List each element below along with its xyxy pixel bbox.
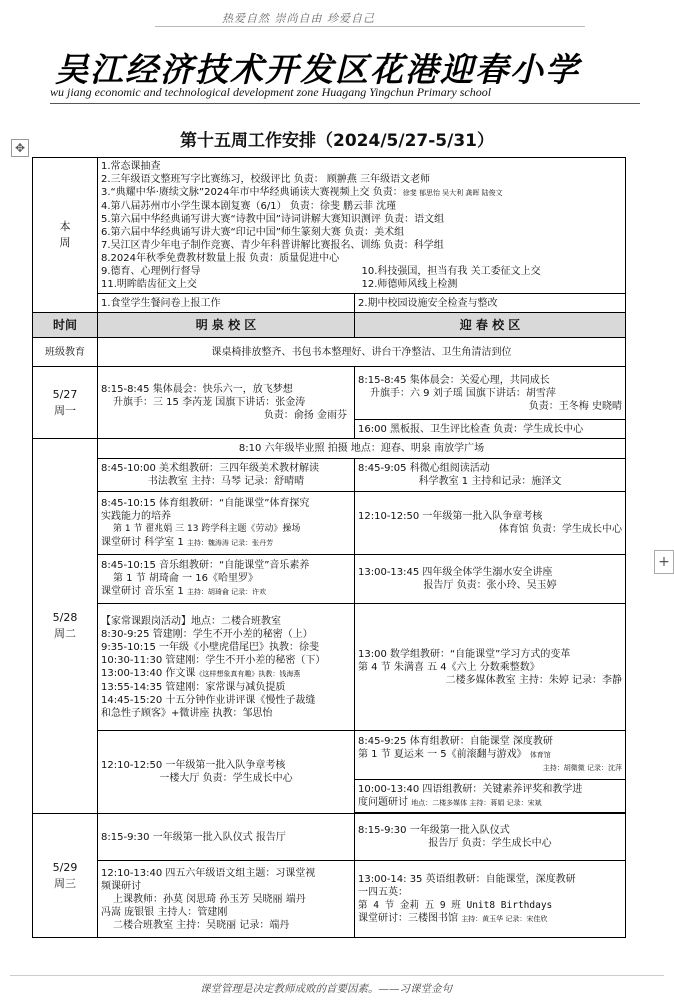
schedule-cell: 8:45-10:00 美术组教研：三四年级美术教材解读 书法教室 主持：马琴 记录：舒晴晴 <box>98 459 355 492</box>
add-column-button[interactable]: + <box>654 550 674 574</box>
schedule-cell: 【家常课跟岗活动】地点：二楼合班教室 8:30-9:25 管建刚：学生不开小差的秘密（上） 9:35-10:15 一年级《小壁虎借尾巴》执教：徐斐 10:30-11:30 管建刚：学生不开小差的秘密（下） 13:00-13:40 作文课《这样想象真有趣》执教：钱海燕 13:55-14:35 管建刚：家常课与减负提质 14:45-15:20 十五分钟作业讲评课《慢性子裁缝 和急性子顾客》+微讲座 执教：邹思怡 <box>98 604 355 731</box>
week-item: 7.吴江区青少年电子制作竞赛、青少年科普讲解比赛报名、训练 负责：科学组 <box>101 240 444 251</box>
schedule-cell: 8:15-8:45 集体晨会：关爱心理，共同成长 升旗手：六 9 刘子瑶 国旗下讲话：胡雪萍 负责：王冬梅 史晓晴 <box>355 367 626 420</box>
header-bar <box>0 0 674 36</box>
schedule-cell: 8:15-8:45 集体晨会：快乐六一，放飞梦想 升旗手：三 15 李芮茏 国旗下讲话：张金涛 负责：俞扬 金雨芬 <box>98 367 355 439</box>
schedule-row <box>33 604 626 731</box>
week-item: 6.第六届中华经典诵写讲大赛“印记中国”师生篆刻大赛 负责：美术组 <box>101 227 405 238</box>
day-row-528 <box>33 439 626 459</box>
schedule-table <box>32 157 626 938</box>
week-item: 3.“典耀中华·赓续文脉”2024年市中华经典诵读大赛视频上交 负责：徐斐 郁思怡 吴大利 龚晖 陆俊文 <box>101 187 503 198</box>
schedule-cell: 16:00 黑板报、卫生评比检查 负责：学生成长中心 <box>355 420 626 439</box>
schedule-cell: 8:15-9:30 一年级第一批入队仪式 报告厅 <box>98 814 355 861</box>
schedule-cell: 8:45-9:25 体育组教研：自能课堂 深度教研 第 1 节 夏运来 一 5《前滚翻与游戏》 体育馆 主持：胡微微 记录：沈萍 <box>355 731 626 780</box>
week-items <box>98 158 626 294</box>
schedule-cell: 12:10-13:40 四五六年级语文组主题：习课堂视 频课研讨 上课教师：孙莫 闵思琦 孙玉芳 吴晓丽 端丹 冯嵩 庞银银 主持人：管建刚 二楼合班教室 主持：吴晓丽 记录：端丹 <box>98 861 355 938</box>
week-extra-right: 2.期中校园设施安全检查与整改 <box>355 294 626 313</box>
schedule-cell: 13:00 数学组教研：“自能课堂”学习方式的变革 第 4 节 朱满喜 五 4《六上 分数乘整数》 二楼多媒体教室 主持：朱婷 记录：李静 <box>355 604 626 731</box>
week-item: 4.第八届苏州市小学生课本剧复赛（6/1） 负责：徐斐 鹏云菲 沈瑾 <box>101 201 397 212</box>
week-item-pair: 9.德育、心理例行督导 10.科技强国，担当有我 关工委征文上交 <box>101 266 541 277</box>
week-item: 8.2024年秋季免费教材数量上报 负责：质量促进中心 <box>101 253 340 264</box>
schedule-row <box>33 555 626 604</box>
week-extra-left: 1.食堂学生餐问卷上报工作 <box>98 294 355 313</box>
column-header-row <box>33 313 626 338</box>
date-cell: 5/29 周三 <box>33 814 98 938</box>
col-header-yingchun: 迎 春 校 区 <box>355 313 626 338</box>
schedule-cell: 13:00-13:45 四年级全体学生溺水安全讲座 报告厅 负责：张小玲、吴玉婷 <box>355 555 626 604</box>
school-motto: 热爱自然 崇尚自由 珍爱自己 <box>222 12 375 25</box>
col-header-mingquan: 明 泉 校 区 <box>98 313 355 338</box>
week-item-pair: 11.明眸皓齿征文上交 12.师德师风线上检测 <box>101 279 458 290</box>
header-divider <box>50 103 640 104</box>
schedule-row <box>33 459 626 492</box>
school-name-english: wu jiang economic and technological development zone Huagang Yingchun Primary school <box>50 85 492 99</box>
footer-quote: 课堂管理是决定教师成败的首要因素。——习课堂金句 <box>200 983 452 995</box>
schedule-cell: 8:45-10:15 体育组教研：“自能课堂”体育探究 实践能力的培养 第 1 节 翟兆娟 三 13 跨学科主题《劳动》操场 课堂研讨 科学室 1 主持：魏涛涛 记录：张丹芳 <box>98 492 355 555</box>
school-name-logo: 吴江经济技术开发区花港迎春小学 <box>55 50 580 89</box>
schedule-cell: 12:10-12:50 一年级第一批入队争章考核 一楼大厅 负责：学生成长中心 <box>98 731 355 814</box>
schedule-cell: 8:45-10:15 音乐组教研：“自能课堂”音乐素养 第 1 节 胡琦侖 一 16《哈里罗》 课堂研讨 音乐室 1 主持：胡琦侖 记录：许欢 <box>98 555 355 604</box>
schedule-cell-full: 8:10 六年级毕业照 拍摄 地点：迎春、明泉 南放学广场 <box>98 439 626 459</box>
week-extra-row <box>33 294 626 313</box>
week-item: 2.三年级语文整班写字比赛练习，校级评比 负责： 顾翀燕 三年级语文老师 <box>101 174 431 185</box>
page-title: 第十五周工作安排（2024/5/27-5/31） <box>180 131 494 151</box>
week-label: 本 周 <box>33 158 98 313</box>
schedule-cell: 8:15-9:30 一年级第一批入队仪式 报告厅 负责：学生成长中心 <box>355 814 626 861</box>
schedule-row <box>33 731 626 780</box>
class-edu-label: 班级教育 <box>33 338 98 367</box>
footer-divider <box>10 975 664 976</box>
class-edu-row <box>33 338 626 367</box>
week-row <box>33 158 626 294</box>
col-header-time: 时间 <box>33 313 98 338</box>
schedule-cell: 12:10-12:50 一年级第一批入队争章考核 体育馆 负责：学生成长中心 <box>355 492 626 555</box>
class-edu-text: 课桌椅排放整齐、书包书本整理好、讲台干净整洁、卫生角清洁到位 <box>98 338 626 367</box>
schedule-row <box>33 492 626 555</box>
week-item: 1.常态课抽查 <box>101 161 161 172</box>
week-item: 5.第六届中华经典诵写讲大赛“诗教中国”诗词讲解大赛知识测评 负责：语文组 <box>101 214 445 225</box>
day-row-527 <box>33 367 626 420</box>
schedule-cell: 10:00-13:40 四语组教研：关键素养评奖和教学进 度问题研讨 地点：二楼多媒体 主持：蒋娟 记录：宋斌 <box>355 780 626 813</box>
motto-divider <box>155 26 585 27</box>
date-cell: 5/27 周一 <box>33 367 98 439</box>
table-move-handle-icon[interactable]: ✥ <box>11 139 29 157</box>
schedule-cell: 8:45-9:05 科微心组阅读活动 科学教室 1 主持和记录：施泽文 <box>355 459 626 492</box>
day-row-529 <box>33 814 626 861</box>
date-cell: 5/28 周二 <box>33 439 98 814</box>
schedule-cell: 13:00-14: 35 英语组教研：自能课堂，深度教研 一四五英： 第 4 节 金莉 五 9 班 Unit8 Birthdays 课堂研讨：三楼图书馆 主持：黄玉华 记录：宋佳欣 <box>355 861 626 938</box>
schedule-row <box>33 861 626 938</box>
